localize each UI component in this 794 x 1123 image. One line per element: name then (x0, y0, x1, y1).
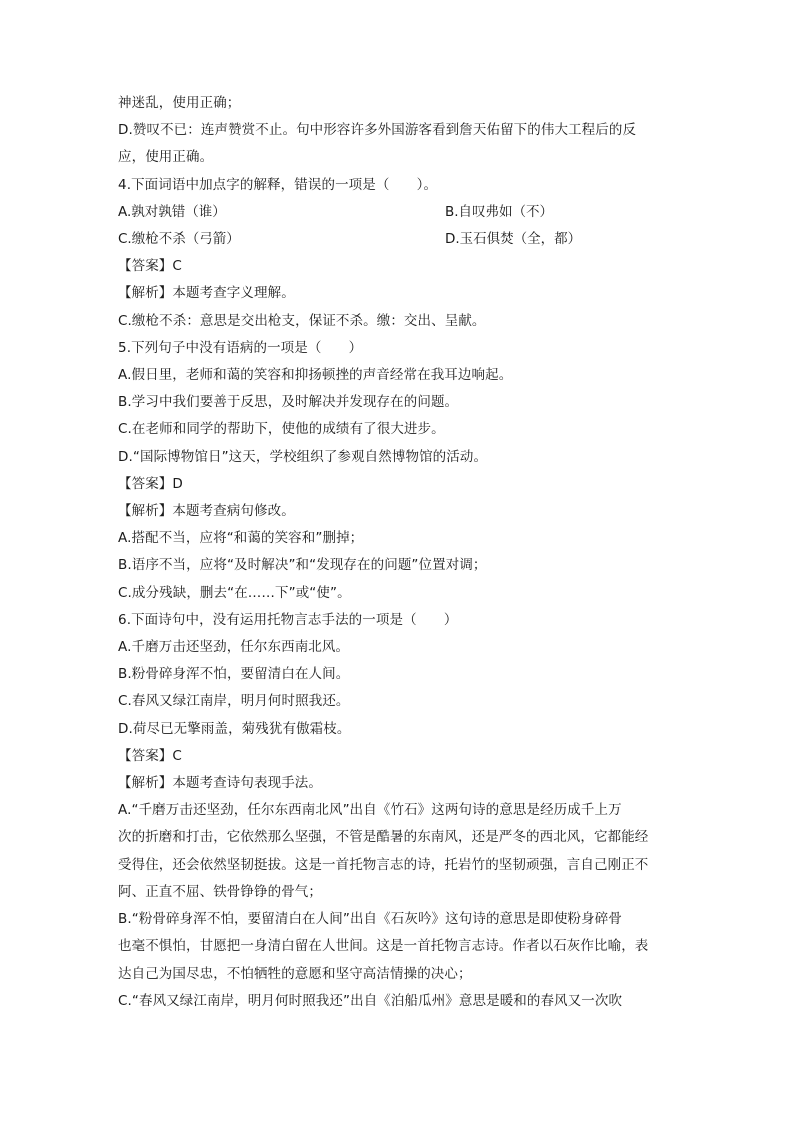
option-row (118, 226, 678, 253)
option-c: C.缴枪不杀（弓箭） (118, 231, 240, 248)
text-line: D.荷尽已无擎雨盖，菊残犹有傲霜枝。 (118, 720, 351, 737)
text-line: 6.下面诗句中，没有运用托物言志手法的一项是（ ） (118, 611, 458, 628)
text-line: A.假日里，老师和蔼的笑容和抑扬顿挫的声音经常在我耳边响起。 (118, 367, 513, 384)
text-line: 【答案】D (118, 475, 183, 492)
text-line: 【答案】C (118, 258, 182, 275)
option-row (118, 199, 678, 226)
document-page (118, 90, 678, 1015)
text-line: 【解析】本题考查字义理解。 (118, 285, 295, 302)
text-line: A.搭配不当，应将“和蔼的笑容和”删掉； (118, 530, 364, 547)
text-line: A.“千磨万击还坚劲，任尔东西南北风”出自《竹石》这两句诗的意思是经历成千上万 (118, 802, 622, 819)
text-line: B.“粉骨碎身浑不怕，要留清白在人间”出自《石灰吟》这句诗的意思是即使粉身碎骨 (118, 911, 622, 928)
text-line: C.成分残缺，删去“在……下”或“使”。 (118, 584, 351, 601)
text-line: 5.下列句子中没有语病的一项是（ ） (118, 339, 363, 356)
text-line: 【答案】C (118, 747, 182, 764)
text-line: 达自己为国尽忠，不怕牺牲的意愿和坚守高洁情操的决心； (118, 965, 472, 982)
text-line: 也毫不惧怕，甘愿把一身清白留在人世间。这是一首托物言志诗。作者以石灰作比喻，表 (118, 938, 649, 955)
question-4-options (118, 199, 678, 253)
text-line: 阿、正直不屈、铁骨铮铮的骨气； (118, 883, 322, 900)
text-line: 【解析】本题考查病句修改。 (118, 503, 295, 520)
text-line: B.粉骨碎身浑不怕，要留清白在人间。 (118, 666, 350, 683)
text-line: B.学习中我们要善于反思，及时解决并发现存在的问题。 (118, 394, 459, 411)
text-line: C.缴枪不杀：意思是交出枪支，保证不杀。缴：交出、呈献。 (118, 312, 486, 329)
text-line: A.千磨万击还坚劲，任尔东西南北风。 (118, 639, 350, 656)
text-line: C.在老师和同学的帮助下，使他的成绩有了很大进步。 (118, 421, 445, 438)
text-line: D.赞叹不已：连声赞赏不止。句中形容许多外国游客看到詹天佑留下的伟大工程后的反 (118, 122, 637, 139)
option-d: D.玉石俱焚（全，都） (445, 231, 582, 248)
text-line: B.语序不当，应将“及时解决”和“发现存在的问题”位置对调； (118, 557, 487, 574)
text-line: 受得住，还会依然坚韧挺拔。这是一首托物言志的诗，托岩竹的坚韧顽强，言自己刚正不 (118, 856, 649, 873)
option-a: A.孰对孰错（谁） (118, 203, 226, 220)
text-line: 【解析】本题考查诗句表现手法。 (118, 775, 322, 792)
top-lines (118, 90, 678, 199)
text-line: 神迷乱，使用正确； (118, 95, 241, 111)
text-line: D.“国际博物馆日”这天，学校组织了参观自然博物馆的活动。 (118, 448, 488, 465)
text-line: C.春风又绿江南岸，明月何时照我还。 (118, 693, 350, 710)
question-4-stem: 4.下面词语中加点字的解释，错误的一项是（ ）。 (118, 176, 438, 193)
text-line: 次的折磨和打击，它依然那么坚强，不管是酷暑的东南风，还是严冬的西北风，它都能经 (118, 829, 649, 846)
text-line: 应，使用正确。 (118, 149, 214, 166)
option-b: B.自叹弗如（不） (445, 203, 554, 220)
bottom-lines (118, 253, 678, 1015)
text-line: C.“春风又绿江南岸，明月何时照我还”出自《泊船瓜州》意思是暖和的春风又一次吹 (118, 992, 623, 1009)
